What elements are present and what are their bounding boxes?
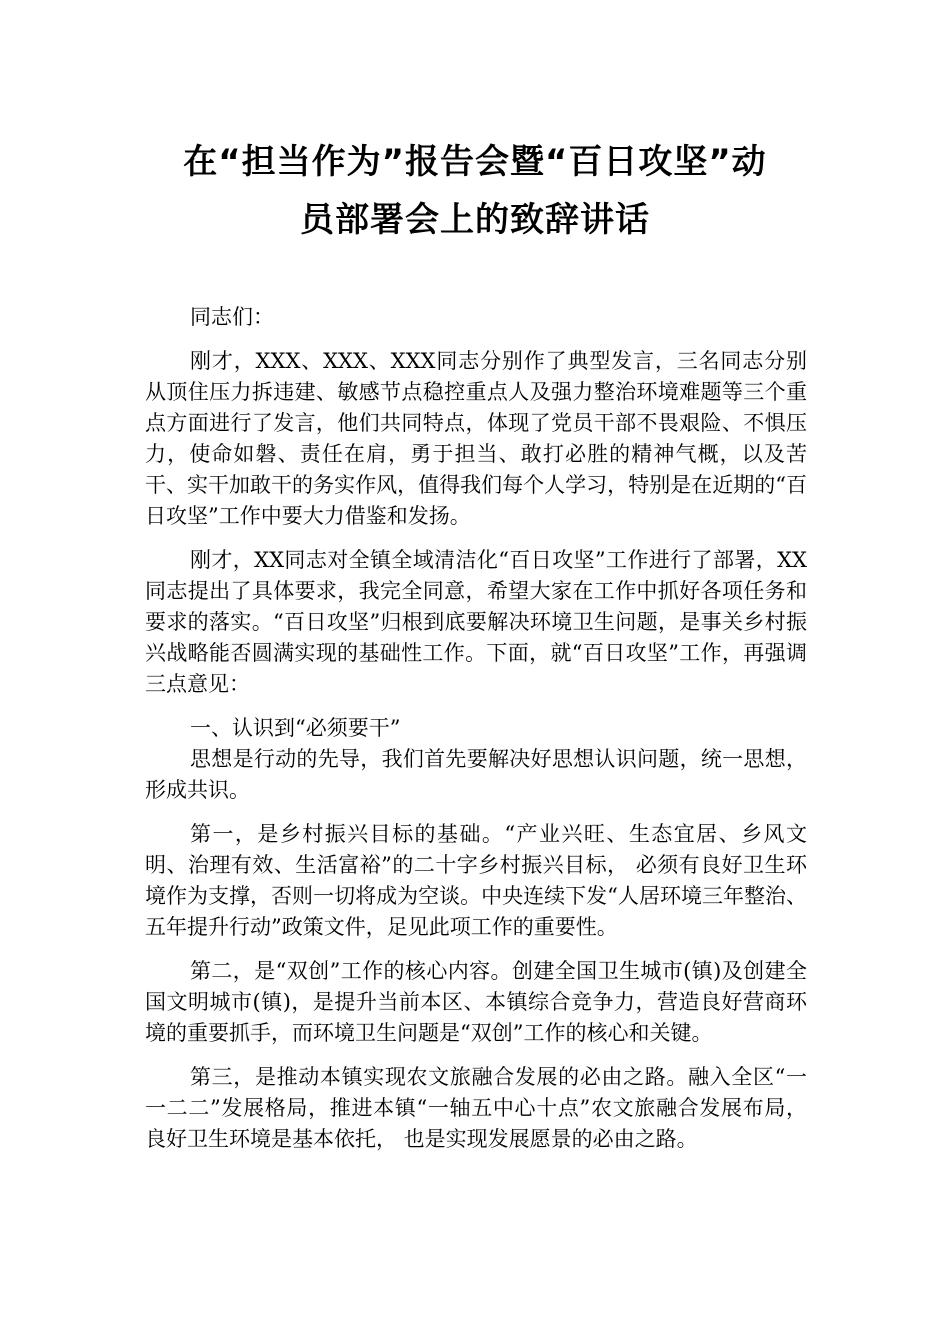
paragraph: 第一，是乡村振兴目标的基础。“产业兴旺、生态宜居、乡风文明、治理有效、生活富裕”的二十字乡村振兴目标， 必须有良好卫生环境作为支撑，否则一切将成为空谈。中央连续下发“人居环境三年整治、五年提升行动”政策文件，足见此项工作的重要性。: [145, 822, 807, 939]
document-title: [145, 133, 805, 249]
salutation: 同志们：: [190, 305, 274, 329]
paragraph: 刚才，XX同志对全镇全域清洁化“百日攻坚”工作进行了部署，XX同志提出了具体要求，我完全同意，希望大家在工作中抓好各项任务和要求的落实。“百日攻坚”归根到底要解决环境卫生问题，是事关乡村振兴战略能否圆满实现的基础性工作。下面，就“百日攻坚”工作，再强调三点意见：: [145, 548, 807, 696]
title-line-1: 在“担当作为”报告会暨“百日攻坚”动: [183, 142, 767, 182]
title-line-2: 员部署会上的致辞讲话: [300, 200, 650, 240]
paragraph: 思想是行动的先导，我们首先要解决好思想认识问题，统一思想，形成共识。: [145, 747, 807, 802]
paragraph: 第二，是“双创”工作的核心内容。创建全国卫生城市(镇)及创建全国文明城市(镇)，是提升当前本区、本镇综合竞争力，营造良好营商环境的重要抓手，而环境卫生问题是“双创”工作的核心和关键。: [145, 959, 807, 1045]
section-heading: 一、认识到“必须要干”: [190, 716, 401, 740]
document-body: [145, 302, 807, 1168]
paragraph: 第三，是推动本镇实现农文旅融合发展的必由之路。融入全区“一一二二”发展格局，推进本镇“一轴五中心十点”农文旅融合发展布局，良好卫生环境是基本依托， 也是实现发展愿景的必由之路。: [145, 1065, 807, 1151]
paragraph: 刚才，XXX、XXX、XXX同志分别作了典型发言，三名同志分别从顶住压力拆违建、敏感节点稳控重点人及强力整治环境难题等三个重点方面进行了发言，他们共同特点，体现了党员干部不畏艰险、不惧压力，使命如磐、责任在肩，勇于担当、敢打必胜的精神气概，以及苦干、实干加敢干的务实作风，值得我们每个人学习，特别是在近期的“百日攻坚”工作中要大力借鉴和发扬。: [145, 349, 807, 528]
